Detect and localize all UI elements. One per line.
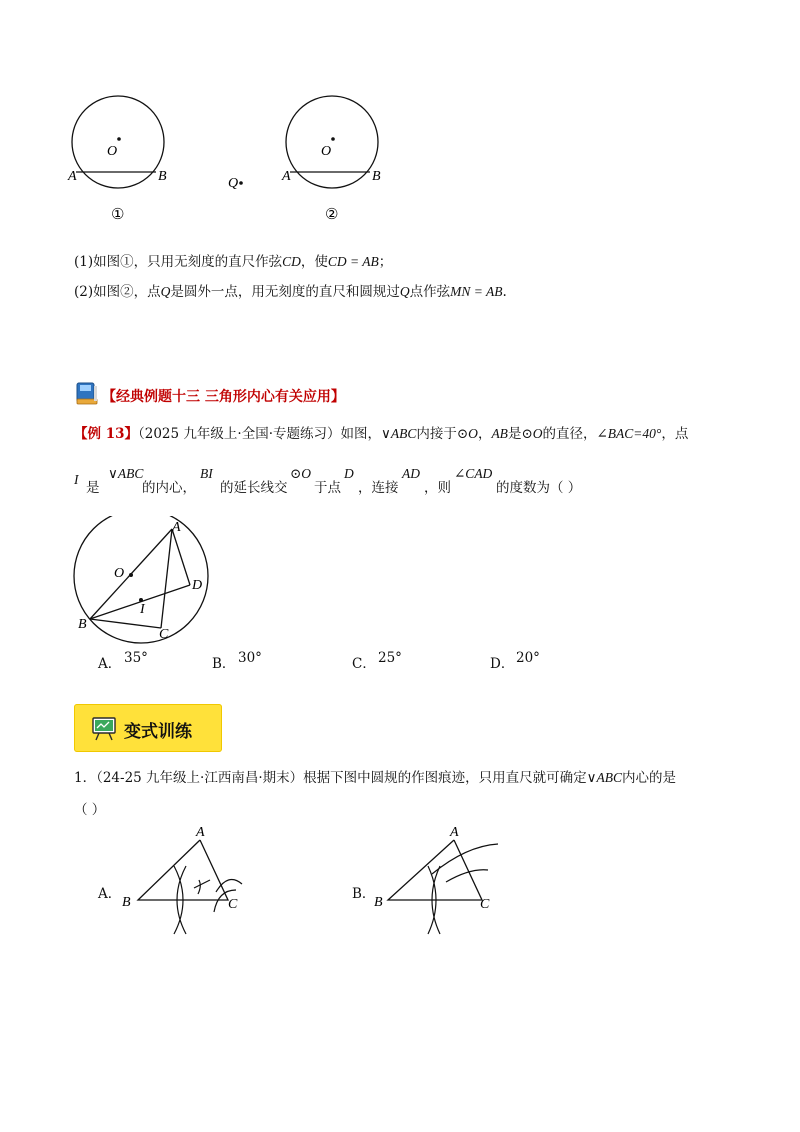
fig-b-label-c: C (480, 897, 490, 912)
fig-label-b: B (78, 617, 87, 632)
center-dot-2 (331, 137, 335, 141)
arc-a-5 (198, 880, 200, 894)
example-label: 【例 13】 (74, 426, 138, 442)
ex-option-a-label[interactable]: A． (98, 886, 122, 902)
circle-figure-2 (280, 92, 390, 232)
exercise-figure-a (116, 822, 256, 942)
arc-a-6 (194, 880, 210, 888)
q2-end: . (502, 284, 507, 300)
q1-mid: ，使 (300, 254, 328, 270)
text-connect: ，连接 (358, 480, 399, 496)
label-b-1: B (158, 169, 167, 184)
triangle-a (138, 840, 228, 900)
angle-bac: ∠BAC=40° (596, 426, 662, 441)
q2-eq: MN = AB (450, 284, 503, 299)
banner-text: 变式训练 (124, 722, 192, 742)
book-icon (74, 380, 100, 406)
point-i: I (74, 472, 79, 487)
exercise-tri: ∨ABC (586, 770, 623, 785)
whiteboard-icon (90, 716, 118, 742)
q1-end: ； (378, 254, 393, 270)
option-b[interactable] (212, 650, 262, 672)
center-dot-1 (117, 137, 121, 141)
exercise-figure-b (370, 822, 530, 942)
caption-1: ① (111, 207, 125, 223)
arc-b-4 (446, 870, 488, 882)
fig-a-label-c: C (228, 897, 238, 912)
question-2 (74, 282, 507, 302)
circle-1 (72, 96, 164, 188)
segment-ad-line (172, 529, 190, 585)
fig-label-c: C (159, 627, 169, 642)
example-source: （2025 九年级上·全国·专题练习）如图， (138, 426, 381, 442)
segment-bc-line (90, 619, 161, 628)
section-title: 【经典例题十三 三角形内心有关应用】 (102, 389, 345, 405)
q2-mid: 是圆外一点，用无刻度的直尺和圆规过 (170, 284, 400, 300)
fig-label-d: D (192, 578, 203, 593)
tri-abc: ∨ABC (380, 426, 417, 441)
text-is-2: 是 (86, 480, 100, 496)
practice-banner (74, 704, 222, 752)
example-line-1 (74, 424, 688, 444)
label-o-2: O (321, 144, 332, 159)
q-dot (239, 181, 243, 185)
q2-q: Q (160, 284, 171, 299)
option-c-letter: C． (352, 656, 376, 672)
option-d[interactable] (490, 650, 540, 672)
text-diameter: 的直径， (542, 426, 597, 442)
option-b-letter: B． (212, 656, 236, 672)
fig-a-label-a: A (196, 825, 205, 840)
q1-text: (1)如图①，只用无刻度的直尺作弦 (74, 254, 283, 270)
text-is: 是 (507, 426, 522, 442)
fig-b-label-b: B (374, 895, 383, 910)
label-q: Q (228, 176, 239, 191)
text-at-point: 于点 (314, 480, 341, 496)
fig-label-i: I (140, 602, 145, 617)
angle-cad: ∠CAD (454, 466, 493, 481)
label-a-2: A (282, 169, 291, 184)
text-point: ，点 (661, 426, 689, 442)
circle-o: ⊙O (456, 426, 478, 441)
exercise-text-b: 内心的是 (622, 770, 677, 786)
segment-ab: AB (491, 426, 508, 441)
circle-2 (286, 96, 378, 188)
option-c-value: 25° (378, 650, 402, 666)
exercise-paren: （ ） (74, 802, 106, 818)
segment-bi: BI (200, 466, 213, 481)
caption-2: ② (325, 207, 339, 223)
fig-label-a: A (172, 520, 181, 535)
example-figure (66, 516, 216, 646)
text-inscribed: 内接于 (416, 426, 457, 442)
option-c[interactable] (352, 650, 402, 672)
label-a-1: A (68, 169, 77, 184)
circle-o-2: ⊙O (521, 426, 543, 441)
text-then: ，则 (424, 480, 451, 496)
text-extension: 的延长线交 (220, 480, 288, 496)
option-a[interactable] (98, 650, 148, 672)
text-degree-question: 的度数为（ ） (496, 480, 582, 496)
label-o-1: O (107, 144, 118, 159)
exercise-number: 1． (74, 770, 97, 786)
q1-cd: CD (282, 254, 301, 269)
question-1 (74, 252, 392, 272)
point-d: D (344, 466, 354, 481)
dot-o (129, 573, 133, 577)
circle-figure-1 (66, 92, 176, 232)
option-a-value: 35° (124, 650, 148, 666)
fig-b-label-a: A (450, 825, 459, 840)
exercise-line-1 (74, 768, 676, 788)
circle-o-3: ⊙O (290, 466, 312, 481)
segment-ac-line (161, 529, 172, 628)
option-a-letter: A． (98, 656, 122, 672)
q2-q2: Q (399, 284, 410, 299)
ex-option-b-label[interactable]: B． (352, 886, 376, 902)
fig-a-label-b: B (122, 895, 131, 910)
label-b-2: B (372, 169, 381, 184)
point-q (226, 170, 256, 194)
option-b-value: 30° (238, 650, 262, 666)
option-d-value: 20° (516, 650, 540, 666)
text-incenter: 的内心， (142, 480, 196, 496)
fig-label-o: O (114, 566, 125, 581)
tri-abc-2: ∨ABC (108, 466, 144, 481)
exercise-text: （24-25 九年级上·江西南昌·期末）根据下图中圆规的作图痕迹，只用直尺就可确定 (96, 770, 587, 786)
option-d-letter: D． (490, 656, 515, 672)
segment-ad: AD (402, 466, 420, 481)
arc-b-3 (432, 844, 498, 874)
q2-text: (2)如图②，点 (74, 284, 161, 300)
comma: ， (477, 426, 492, 442)
q1-eq: CD = AB (327, 254, 379, 269)
q2-mid2: 点作弦 (409, 284, 451, 300)
